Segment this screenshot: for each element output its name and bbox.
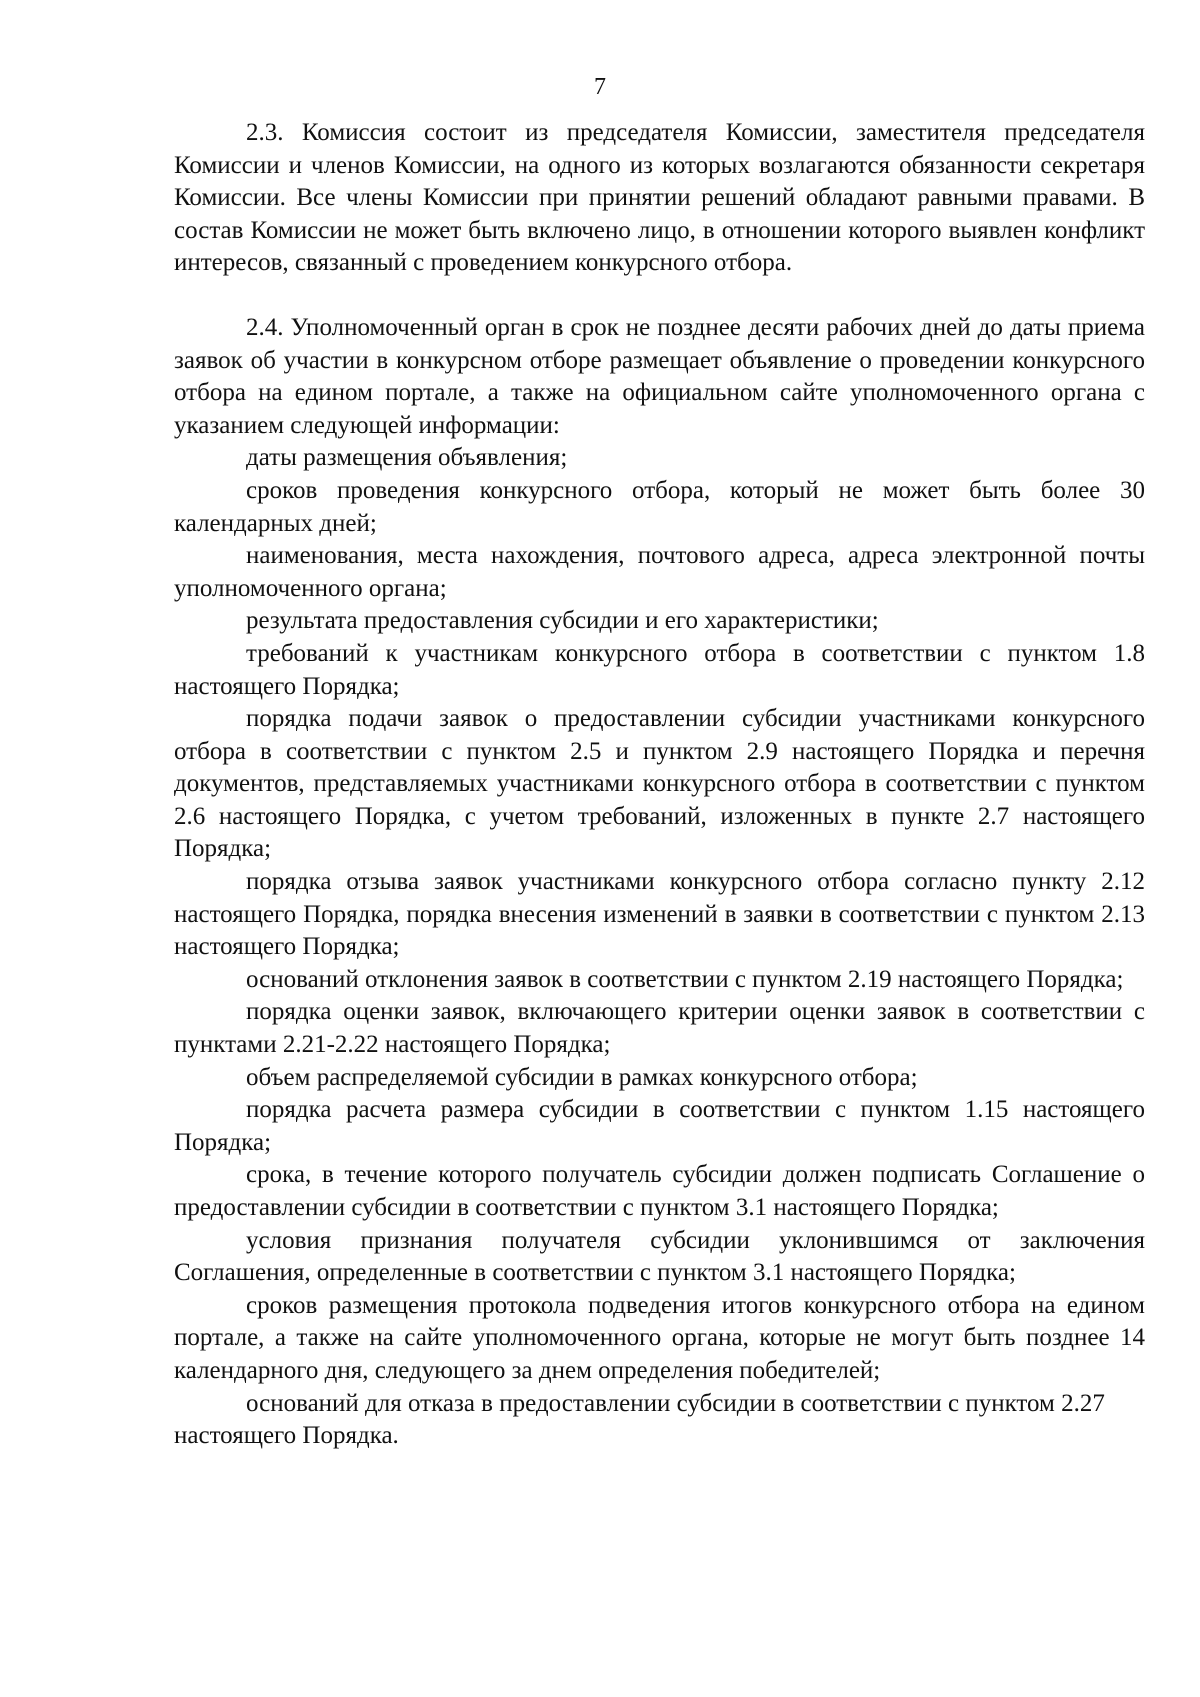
list-item: оснований для отказа в предоставлении субсидии в соответствии с пунктом 2.27 настоящего Порядка. (174, 1389, 1105, 1450)
paragraph-2-3: 2.3. Комиссия состоит из председателя Комиссии, заместителя председателя Комиссии и членов Комиссии, на одного из которых возлагаются обязанности секретаря Комиссии. Все члены Комиссии при принятии решений обладают равными правами. В состав Комиссии не может быть включено лицо, в отношении которого выявлен конфликт интересов, связанный с проведением конкурсного отбора. (174, 119, 1145, 277)
list-item: оснований отклонения заявок в соответствии с пунктом 2.19 настоящего Порядка; (246, 965, 1124, 993)
list-item: порядка расчета размера субсидии в соответствии с пунктом 1.15 настоящего Порядка; (174, 1096, 1145, 1156)
page-number: 7 (594, 74, 606, 100)
list-item: порядка подачи заявок о предоставлении субсидии участниками конкурсного отбора в соответствии с пунктом 2.5 и пунктом 2.9 настоящего Порядка и перечня документов, представляемых участниками конкурсного отбора в соответствии с пунктом 2.6 настоящего Порядка, с учетом требований, изложенных в пункте 2.7 настоящего Порядка; (174, 705, 1145, 863)
list-item: даты размещения объявления; (246, 444, 568, 472)
list-item: результата предоставления субсидии и его характеристики; (246, 607, 879, 635)
list-item: срока, в течение которого получатель субсидии должен подписать Соглашение о предоставлении субсидии в соответствии с пунктом 3.1 настоящего Порядка; (174, 1161, 1145, 1221)
list-item: требований к участникам конкурсного отбора в соответствии с пунктом 1.8 настоящего Порядка; (174, 639, 1145, 700)
document-body (174, 117, 1145, 1453)
list-item: наименования, места нахождения, почтового адреса, адреса электронной почты уполномоченного органа; (174, 542, 1145, 602)
list-item: порядка оценки заявок, включающего критерии оценки заявок в соответствии с пунктами 2.21-2.22 настоящего Порядка; (174, 998, 1145, 1059)
list-item: сроков размещения протокола подведения итогов конкурсного отбора на едином портале, а также на сайте уполномоченного органа, которые не могут быть позднее 14 календарного дня, следующего за днем определения победителей; (174, 1291, 1145, 1384)
list-item: объем распределяемой субсидии в рамках конкурсного отбора; (246, 1063, 918, 1091)
list-item: порядка отзыва заявок участниками конкурсного отбора согласно пункту 2.12 настоящего Порядка, порядка внесения изменений в заявки в соответствии с пунктом 2.13 настоящего Порядка; (174, 868, 1145, 961)
list-item: условия признания получателя субсидии уклонившимся от заключения Соглашения, определенные в соответствии с пунктом 3.1 настоящего Порядка; (174, 1226, 1145, 1287)
paragraph-2-4: 2.4. Уполномоченный орган в срок не позднее десяти рабочих дней до даты приема заявок об участии в конкурсном отборе размещает объявление о проведении конкурсного отбора на едином портале, а также на официальном сайте уполномоченного органа с указанием следующей информации: (174, 313, 1145, 439)
list-item: сроков проведения конкурсного отбора, который не может быть более 30 календарных дней; (174, 476, 1145, 537)
